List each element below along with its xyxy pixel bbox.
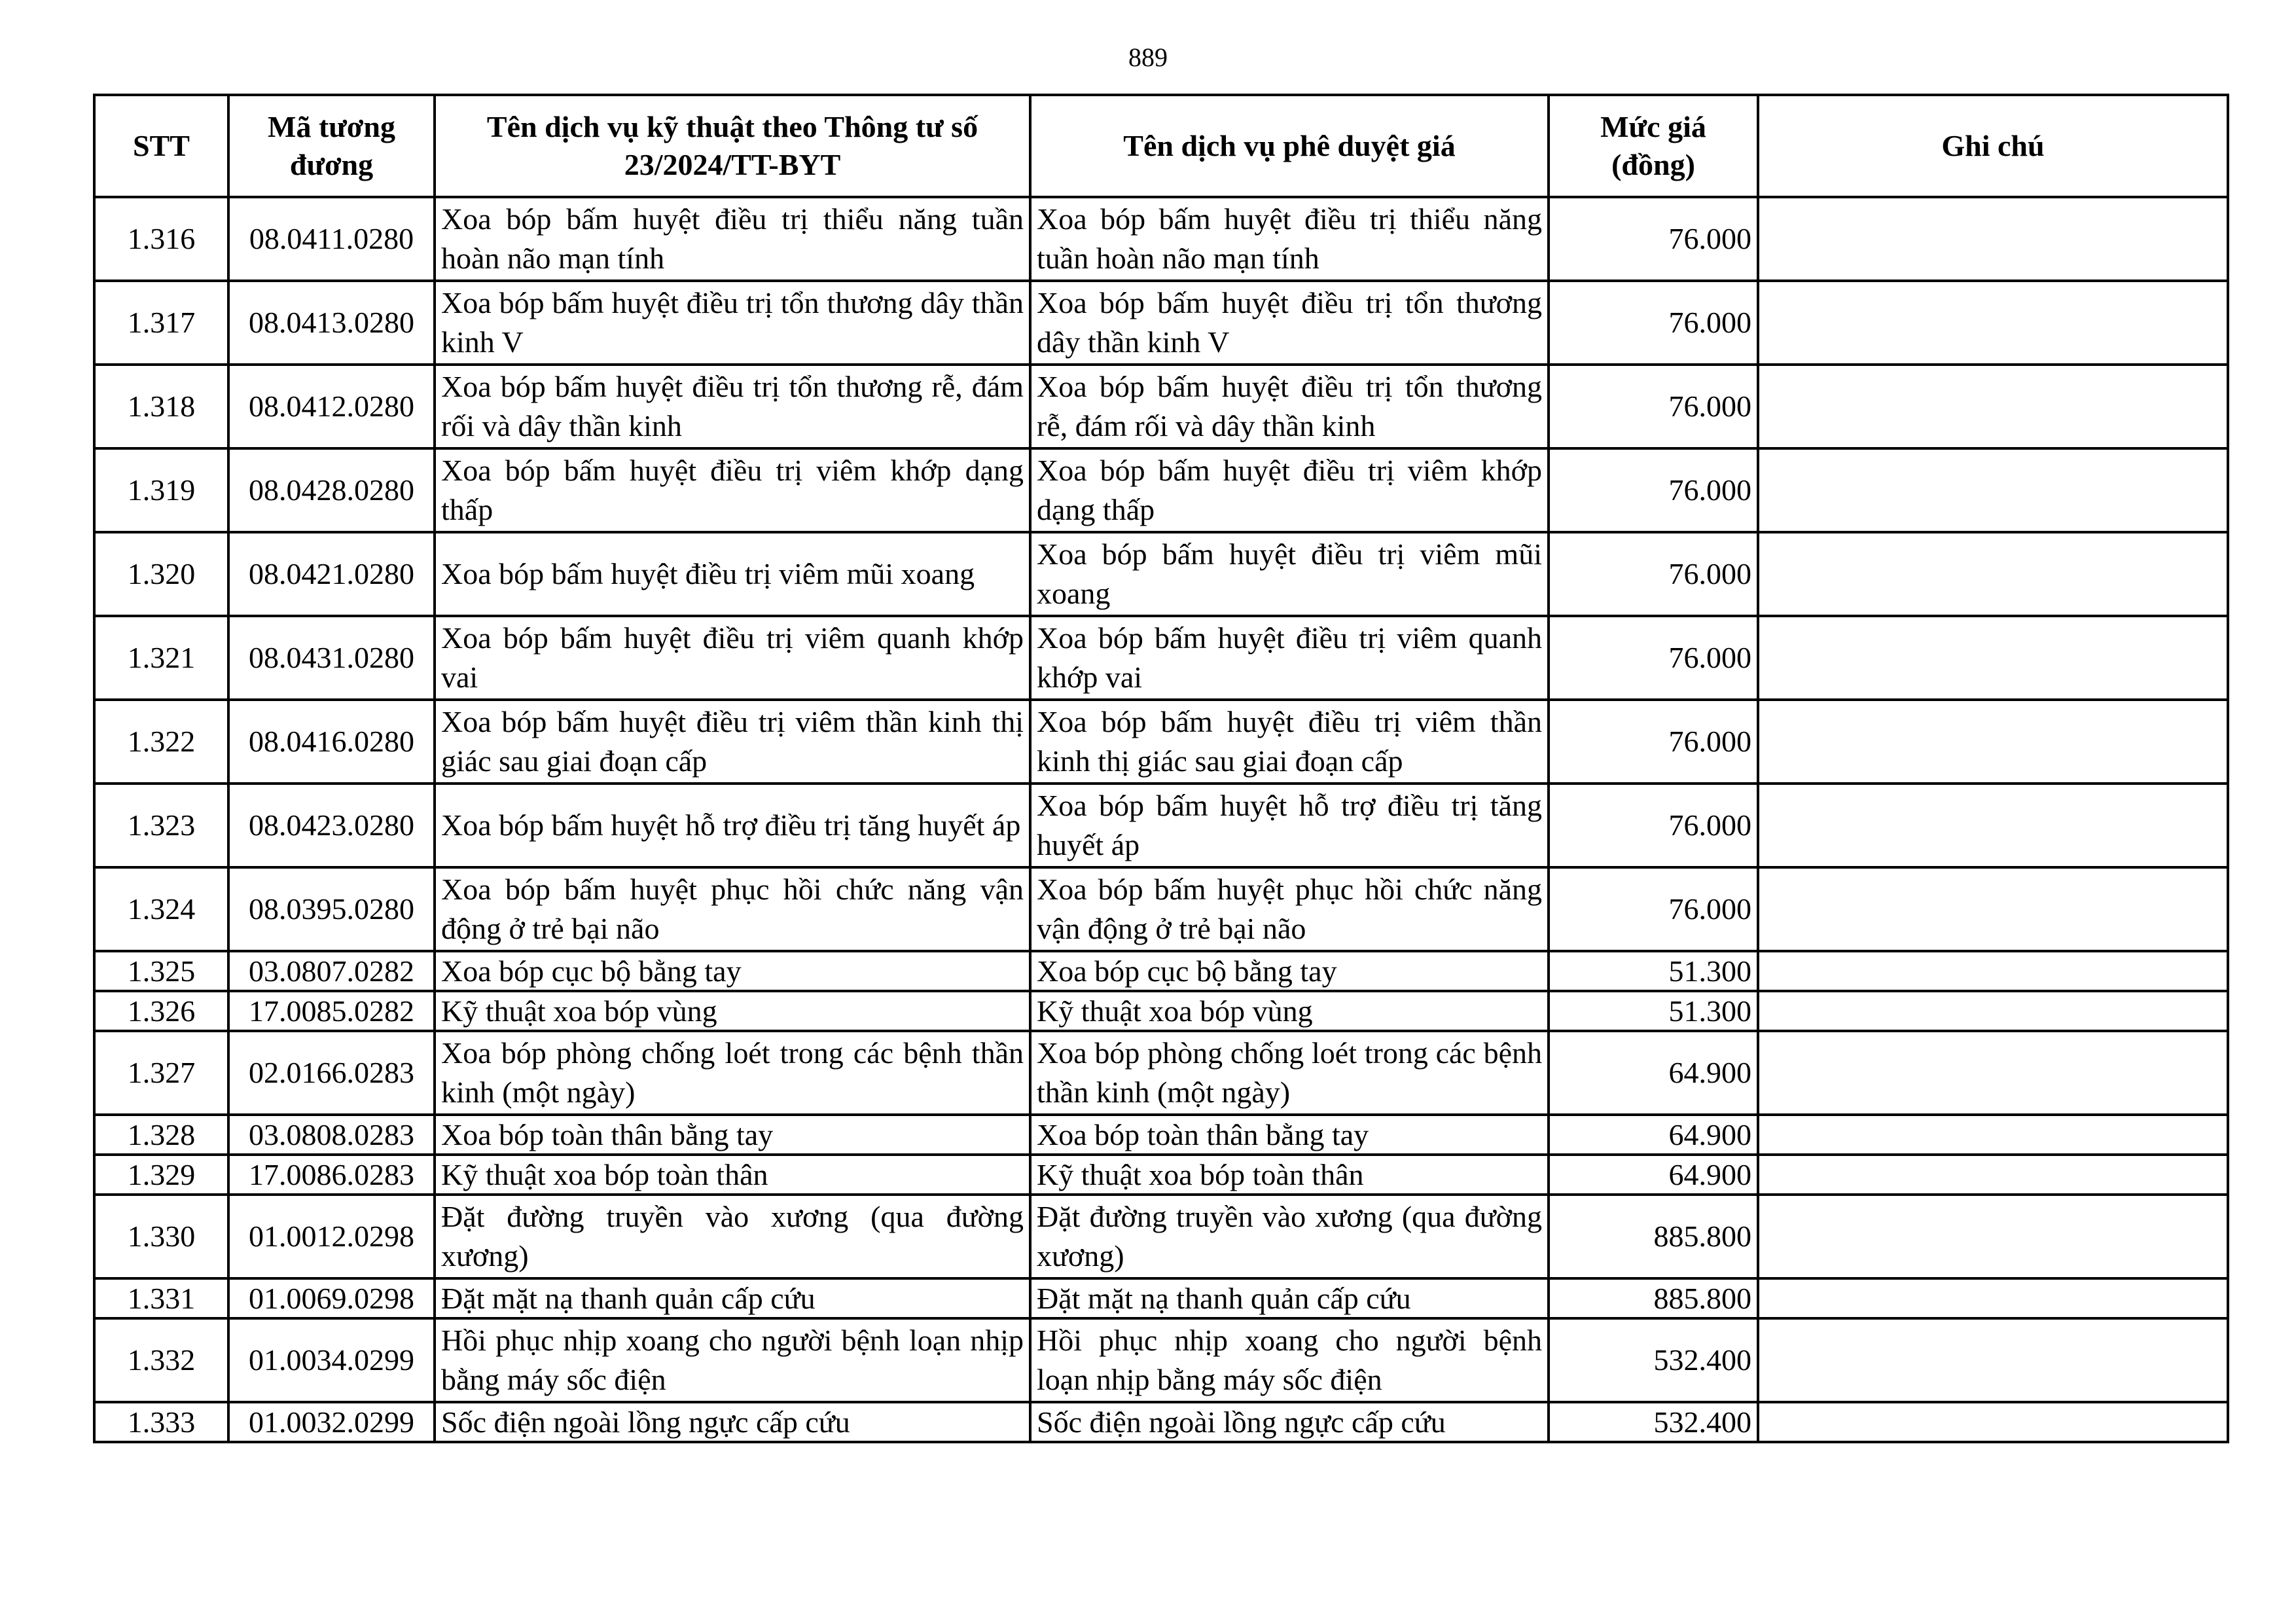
cell-note bbox=[1758, 784, 2228, 867]
cell-note bbox=[1758, 448, 2228, 532]
cell-technical-name: Xoa bóp bấm huyệt hỗ trợ điều trị tăng huyết áp bbox=[435, 784, 1030, 867]
cell-note bbox=[1758, 1278, 2228, 1318]
table-row bbox=[94, 448, 2228, 532]
cell-code: 03.0807.0282 bbox=[228, 951, 435, 991]
cell-price: 51.300 bbox=[1549, 951, 1758, 991]
cell-approved-name: Xoa bóp bấm huyệt điều trị viêm quanh khớp vai bbox=[1030, 616, 1549, 700]
cell-approved-name: Hồi phục nhịp xoang cho người bệnh loạn nhịp bằng máy sốc điện bbox=[1030, 1318, 1549, 1402]
cell-note bbox=[1758, 365, 2228, 448]
table-row bbox=[94, 1318, 2228, 1402]
cell-price: 885.800 bbox=[1549, 1195, 1758, 1278]
cell-approved-name: Xoa bóp cục bộ bằng tay bbox=[1030, 951, 1549, 991]
header-note: Ghi chú bbox=[1758, 95, 2228, 197]
cell-approved-name: Xoa bóp toàn thân bằng tay bbox=[1030, 1115, 1549, 1155]
cell-approved-name: Xoa bóp bấm huyệt điều trị viêm mũi xoang bbox=[1030, 532, 1549, 616]
cell-approved-name: Xoa bóp bấm huyệt điều trị thiểu năng tuần hoàn não mạn tính bbox=[1030, 197, 1549, 281]
cell-approved-name: Đặt đường truyền vào xương (qua đường xương) bbox=[1030, 1195, 1549, 1278]
cell-price: 51.300 bbox=[1549, 991, 1758, 1031]
cell-price: 64.900 bbox=[1549, 1115, 1758, 1155]
cell-note bbox=[1758, 1195, 2228, 1278]
cell-stt: 1.328 bbox=[94, 1115, 228, 1155]
cell-stt: 1.332 bbox=[94, 1318, 228, 1402]
table-row bbox=[94, 951, 2228, 991]
cell-stt: 1.321 bbox=[94, 616, 228, 700]
cell-code: 08.0421.0280 bbox=[228, 532, 435, 616]
table-row bbox=[94, 700, 2228, 784]
cell-stt: 1.331 bbox=[94, 1278, 228, 1318]
table-row bbox=[94, 991, 2228, 1031]
cell-code: 01.0069.0298 bbox=[228, 1278, 435, 1318]
cell-approved-name: Đặt mặt nạ thanh quản cấp cứu bbox=[1030, 1278, 1549, 1318]
cell-price: 76.000 bbox=[1549, 700, 1758, 784]
cell-technical-name: Xoa bóp bấm huyệt điều trị viêm khớp dạng thấp bbox=[435, 448, 1030, 532]
cell-technical-name: Sốc điện ngoài lồng ngực cấp cứu bbox=[435, 1402, 1030, 1442]
cell-approved-name: Kỹ thuật xoa bóp vùng bbox=[1030, 991, 1549, 1031]
cell-stt: 1.320 bbox=[94, 532, 228, 616]
table-row bbox=[94, 197, 2228, 281]
cell-price: 76.000 bbox=[1549, 867, 1758, 951]
cell-approved-name: Xoa bóp phòng chống loét trong các bệnh thần kinh (một ngày) bbox=[1030, 1031, 1549, 1115]
cell-code: 08.0431.0280 bbox=[228, 616, 435, 700]
cell-stt: 1.318 bbox=[94, 365, 228, 448]
cell-technical-name: Xoa bóp cục bộ bằng tay bbox=[435, 951, 1030, 991]
table-row bbox=[94, 1278, 2228, 1318]
cell-technical-name: Xoa bóp phòng chống loét trong các bệnh thần kinh (một ngày) bbox=[435, 1031, 1030, 1115]
header-approved-name: Tên dịch vụ phê duyệt giá bbox=[1030, 95, 1549, 197]
cell-price: 885.800 bbox=[1549, 1278, 1758, 1318]
cell-technical-name: Đặt đường truyền vào xương (qua đường xương) bbox=[435, 1195, 1030, 1278]
cell-note bbox=[1758, 1402, 2228, 1442]
header-technical-name: Tên dịch vụ kỹ thuật theo Thông tư số 23/2024/TT-BYT bbox=[435, 95, 1030, 197]
cell-code: 08.0395.0280 bbox=[228, 867, 435, 951]
cell-price: 64.900 bbox=[1549, 1031, 1758, 1115]
cell-stt: 1.322 bbox=[94, 700, 228, 784]
cell-code: 08.0423.0280 bbox=[228, 784, 435, 867]
cell-price: 76.000 bbox=[1549, 784, 1758, 867]
cell-stt: 1.329 bbox=[94, 1155, 228, 1195]
cell-price: 76.000 bbox=[1549, 532, 1758, 616]
cell-note bbox=[1758, 1155, 2228, 1195]
cell-note bbox=[1758, 700, 2228, 784]
cell-technical-name: Xoa bóp bấm huyệt điều trị tổn thương rễ, đám rối và dây thần kinh bbox=[435, 365, 1030, 448]
cell-stt: 1.326 bbox=[94, 991, 228, 1031]
cell-code: 08.0428.0280 bbox=[228, 448, 435, 532]
table-row bbox=[94, 532, 2228, 616]
table-row bbox=[94, 1195, 2228, 1278]
cell-note bbox=[1758, 281, 2228, 365]
table-body bbox=[94, 197, 2228, 1442]
price-table bbox=[93, 94, 2229, 1443]
cell-technical-name: Đặt mặt nạ thanh quản cấp cứu bbox=[435, 1278, 1030, 1318]
cell-note bbox=[1758, 867, 2228, 951]
table-row bbox=[94, 1402, 2228, 1442]
cell-approved-name: Xoa bóp bấm huyệt điều trị viêm khớp dạng thấp bbox=[1030, 448, 1549, 532]
cell-approved-name: Xoa bóp bấm huyệt điều trị viêm thần kinh thị giác sau giai đoạn cấp bbox=[1030, 700, 1549, 784]
cell-stt: 1.333 bbox=[94, 1402, 228, 1442]
cell-price: 76.000 bbox=[1549, 448, 1758, 532]
table-row bbox=[94, 784, 2228, 867]
cell-technical-name: Xoa bóp bấm huyệt điều trị thiểu năng tuần hoàn não mạn tính bbox=[435, 197, 1030, 281]
table-row bbox=[94, 867, 2228, 951]
header-stt: STT bbox=[94, 95, 228, 197]
cell-approved-name: Xoa bóp bấm huyệt điều trị tổn thương dây thần kinh V bbox=[1030, 281, 1549, 365]
table-header-row bbox=[94, 95, 2228, 197]
cell-stt: 1.319 bbox=[94, 448, 228, 532]
cell-technical-name: Xoa bóp bấm huyệt điều trị tổn thương dây thần kinh V bbox=[435, 281, 1030, 365]
cell-note bbox=[1758, 1031, 2228, 1115]
cell-note bbox=[1758, 1318, 2228, 1402]
cell-price: 532.400 bbox=[1549, 1318, 1758, 1402]
cell-stt: 1.330 bbox=[94, 1195, 228, 1278]
cell-stt: 1.324 bbox=[94, 867, 228, 951]
cell-price: 76.000 bbox=[1549, 616, 1758, 700]
cell-stt: 1.316 bbox=[94, 197, 228, 281]
table-row bbox=[94, 616, 2228, 700]
cell-code: 08.0416.0280 bbox=[228, 700, 435, 784]
table-row bbox=[94, 1115, 2228, 1155]
table-row bbox=[94, 1155, 2228, 1195]
cell-approved-name: Xoa bóp bấm huyệt điều trị tổn thương rễ, đám rối và dây thần kinh bbox=[1030, 365, 1549, 448]
header-code: Mã tương đương bbox=[228, 95, 435, 197]
cell-code: 17.0086.0283 bbox=[228, 1155, 435, 1195]
cell-technical-name: Xoa bóp toàn thân bằng tay bbox=[435, 1115, 1030, 1155]
cell-code: 08.0411.0280 bbox=[228, 197, 435, 281]
cell-note bbox=[1758, 1115, 2228, 1155]
cell-approved-name: Xoa bóp bấm huyệt phục hồi chức năng vận động ở trẻ bại não bbox=[1030, 867, 1549, 951]
cell-code: 01.0034.0299 bbox=[228, 1318, 435, 1402]
cell-note bbox=[1758, 616, 2228, 700]
cell-price: 76.000 bbox=[1549, 365, 1758, 448]
cell-technical-name: Xoa bóp bấm huyệt điều trị viêm mũi xoang bbox=[435, 532, 1030, 616]
table-row bbox=[94, 365, 2228, 448]
cell-technical-name: Hồi phục nhịp xoang cho người bệnh loạn nhịp bằng máy sốc điện bbox=[435, 1318, 1030, 1402]
cell-code: 08.0413.0280 bbox=[228, 281, 435, 365]
cell-technical-name: Kỹ thuật xoa bóp vùng bbox=[435, 991, 1030, 1031]
cell-technical-name: Kỹ thuật xoa bóp toàn thân bbox=[435, 1155, 1030, 1195]
cell-code: 03.0808.0283 bbox=[228, 1115, 435, 1155]
cell-code: 08.0412.0280 bbox=[228, 365, 435, 448]
cell-price: 532.400 bbox=[1549, 1402, 1758, 1442]
table-row bbox=[94, 281, 2228, 365]
cell-note bbox=[1758, 951, 2228, 991]
cell-price: 64.900 bbox=[1549, 1155, 1758, 1195]
cell-stt: 1.317 bbox=[94, 281, 228, 365]
cell-technical-name: Xoa bóp bấm huyệt điều trị viêm quanh khớp vai bbox=[435, 616, 1030, 700]
cell-approved-name: Kỹ thuật xoa bóp toàn thân bbox=[1030, 1155, 1549, 1195]
cell-approved-name: Sốc điện ngoài lồng ngực cấp cứu bbox=[1030, 1402, 1549, 1442]
header-price: Mức giá (đồng) bbox=[1549, 95, 1758, 197]
table-row bbox=[94, 1031, 2228, 1115]
cell-code: 02.0166.0283 bbox=[228, 1031, 435, 1115]
cell-stt: 1.327 bbox=[94, 1031, 228, 1115]
cell-code: 17.0085.0282 bbox=[228, 991, 435, 1031]
cell-technical-name: Xoa bóp bấm huyệt điều trị viêm thần kinh thị giác sau giai đoạn cấp bbox=[435, 700, 1030, 784]
cell-code: 01.0012.0298 bbox=[228, 1195, 435, 1278]
cell-price: 76.000 bbox=[1549, 281, 1758, 365]
page-number: 889 bbox=[1128, 43, 1168, 72]
cell-stt: 1.325 bbox=[94, 951, 228, 991]
cell-approved-name: Xoa bóp bấm huyệt hỗ trợ điều trị tăng huyết áp bbox=[1030, 784, 1549, 867]
cell-note bbox=[1758, 991, 2228, 1031]
cell-note bbox=[1758, 532, 2228, 616]
cell-code: 01.0032.0299 bbox=[228, 1402, 435, 1442]
cell-price: 76.000 bbox=[1549, 197, 1758, 281]
cell-note bbox=[1758, 197, 2228, 281]
cell-technical-name: Xoa bóp bấm huyệt phục hồi chức năng vận động ở trẻ bại não bbox=[435, 867, 1030, 951]
cell-stt: 1.323 bbox=[94, 784, 228, 867]
